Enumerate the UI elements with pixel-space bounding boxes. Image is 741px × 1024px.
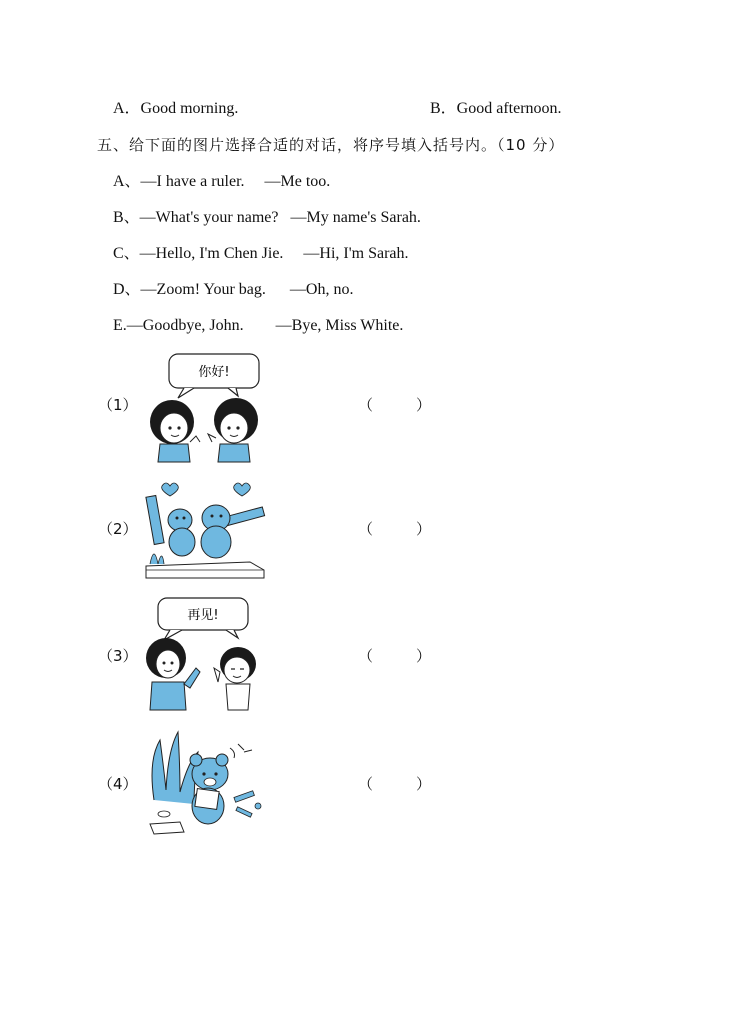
item-3-picture — [140, 596, 265, 714]
option-e: E.—Goodbye, John. —Bye, Miss White. — [113, 317, 404, 334]
prev-option-a: A．Good morning. — [113, 100, 239, 117]
section-heading: 五、给下面的图片选择合适的对话，将序号填入括号内。（10 分） — [97, 136, 565, 154]
item-3-number: （3） — [98, 647, 138, 665]
option-c: C、—Hello, I'm Chen Jie. —Hi, I'm Sarah. — [113, 245, 409, 262]
item-2-number: （2） — [98, 520, 138, 538]
item-4-number: （4） — [98, 775, 138, 793]
option-a: A、—I have a ruler. —Me too. — [113, 173, 331, 190]
item-2-picture — [140, 474, 268, 584]
option-b: B、—What's your name? —My name's Sarah. — [113, 209, 421, 226]
bubble-text: 再见! — [187, 608, 219, 623]
option-d: D、—Zoom! Your bag. —Oh, no. — [113, 281, 354, 298]
bubble-text: 你好! — [198, 365, 230, 380]
item-4-picture — [140, 730, 270, 842]
item-1-number: （1） — [98, 396, 138, 414]
prev-option-b: B．Good afternoon. — [430, 100, 562, 117]
item-1-picture — [140, 352, 265, 464]
